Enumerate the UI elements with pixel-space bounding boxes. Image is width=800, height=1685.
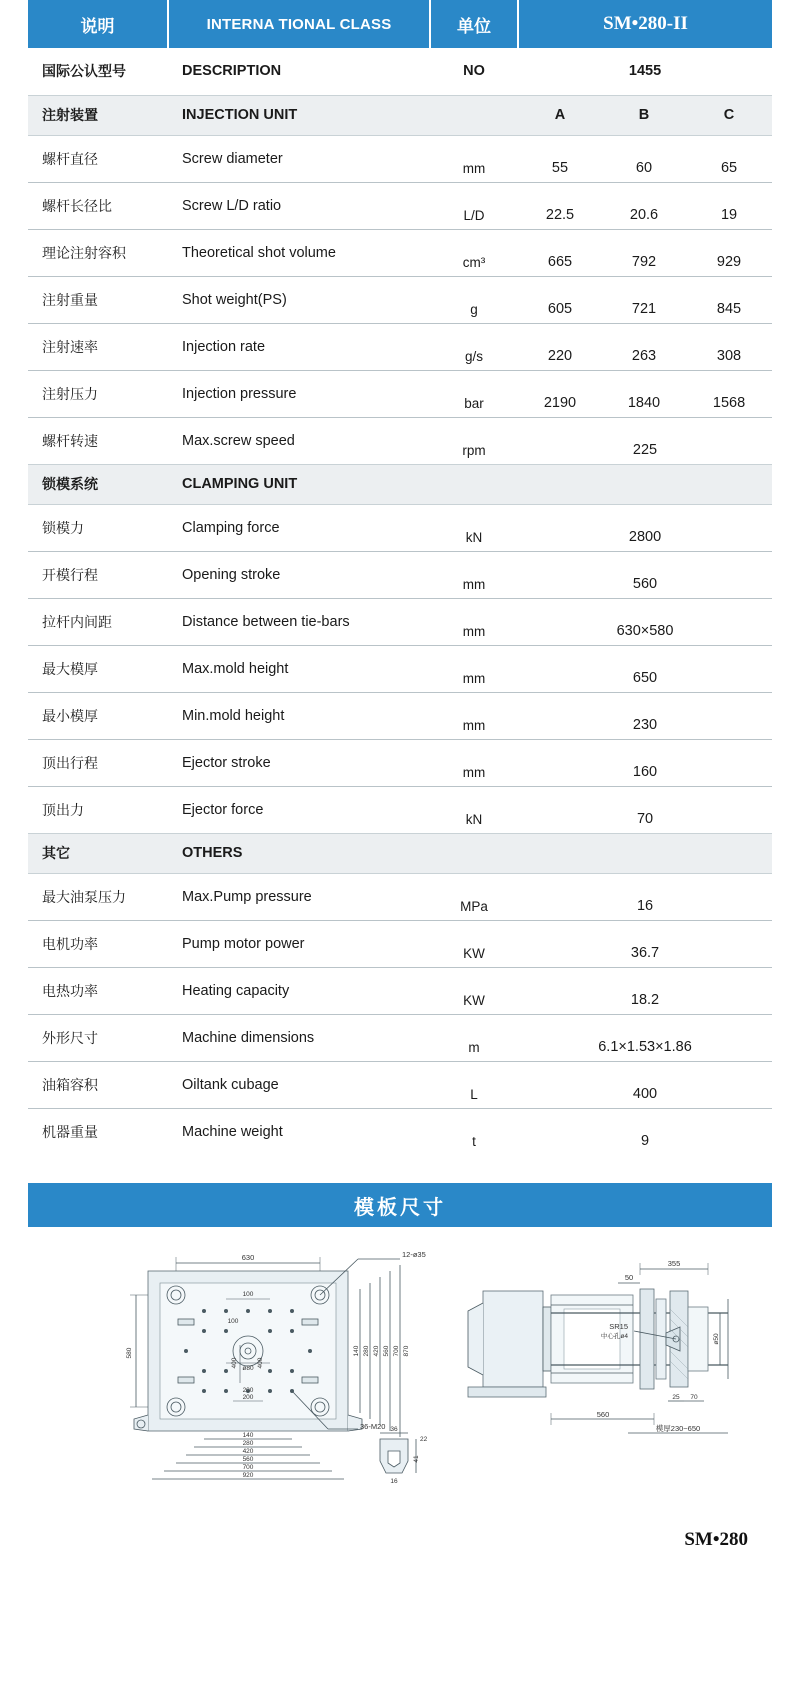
column-label-b: B — [602, 95, 686, 135]
table-row — [28, 692, 772, 739]
section-band-injection — [28, 95, 772, 135]
row-value-b: 60 — [602, 135, 686, 182]
dim-side-22: 22 — [420, 1436, 428, 1443]
table-row — [28, 504, 772, 551]
table-row — [28, 135, 772, 182]
row-value-merged: 70 — [636, 810, 654, 827]
row-value-c: 308 — [686, 323, 772, 370]
row-value-a: 2190 — [518, 370, 602, 417]
row-unit: KW — [430, 967, 518, 1014]
row-label-cn: 外形尺寸 — [28, 1014, 168, 1061]
subheader-cn: 国际公认型号 — [28, 48, 168, 95]
band-unit-blank — [430, 833, 518, 873]
row-label-cn: 电机功率 — [28, 920, 168, 967]
dim-stroke-560: 560 — [596, 1410, 610, 1419]
header-model: SM•280-II — [518, 0, 772, 48]
row-label-en: Machine dimensions — [168, 1014, 430, 1061]
column-label-a: A — [518, 95, 602, 135]
row-label-cn: 螺杆转速 — [42, 432, 98, 449]
dim-bottom-3: 420 — [242, 1448, 254, 1455]
row-label-en: Ejector force — [182, 801, 264, 818]
row-value-c: 929 — [686, 229, 772, 276]
header-en: INTERNA TIONAL CLASS — [168, 0, 430, 48]
row-label-cn: 开模行程 — [28, 551, 168, 598]
dim-right-3: 420 — [373, 1345, 380, 1357]
table-row — [28, 323, 772, 370]
band-unit-blank — [430, 464, 518, 504]
row-unit: m — [430, 1014, 518, 1061]
row-unit: kN — [430, 504, 518, 551]
dim-width-355: 355 — [667, 1259, 681, 1268]
mold-banner-label: 模板尺寸 — [354, 1196, 446, 1219]
table-row — [28, 1014, 772, 1061]
mold-drawing — [28, 1233, 772, 1553]
row-label-cn: 顶出行程 — [28, 739, 168, 786]
row-label-en: Max.mold height — [168, 645, 430, 692]
row-value-b: 1840 — [602, 370, 686, 417]
row-unit: mm — [430, 135, 518, 182]
row-label-cn: 拉杆内间距 — [28, 598, 168, 645]
dim-nozzle-note: 中心孔ø4 — [600, 1333, 628, 1340]
dim-nozzle: SR15 — [609, 1322, 628, 1331]
row-unit: mm — [430, 551, 518, 598]
dim-bottom-6: 920 — [242, 1472, 254, 1479]
row-unit: cm³ — [430, 229, 518, 276]
dim-side-16: 16 — [390, 1478, 398, 1485]
band-cn: 注射装置 — [28, 95, 168, 135]
dim-side-36: 36 — [390, 1426, 398, 1433]
row-value-a: 605 — [518, 276, 602, 323]
row-value-a: 22.5 — [518, 182, 602, 229]
row-unit: mm — [430, 692, 518, 739]
dim-bottom-1: 140 — [242, 1432, 254, 1439]
row-label-cn: 螺杆直径 — [28, 135, 168, 182]
row-label-en: Distance between tie-bars — [168, 598, 430, 645]
dim-bottom-4: 560 — [242, 1456, 254, 1463]
dim-bottom-5: 700 — [242, 1464, 254, 1471]
header-cn: 说明 — [28, 0, 168, 48]
dim-right-4: 560 — [383, 1345, 390, 1357]
row-label-en: Min.mold height — [168, 692, 430, 739]
dim-inner-d: 200 — [242, 1387, 254, 1394]
row-value-merged: 9 — [640, 1133, 650, 1149]
dim-inner-b: 400 — [231, 1357, 238, 1369]
row-label-cn: 注射压力 — [28, 370, 168, 417]
dim-inner-200: 200 — [242, 1394, 254, 1401]
row-label-cn: 最小模厚 — [28, 692, 168, 739]
row-label-en: Opening stroke — [168, 551, 430, 598]
row-unit: mm — [430, 598, 518, 645]
row-value-a: 220 — [518, 323, 602, 370]
row-value-b: 20.6 — [602, 182, 686, 229]
specification-table — [28, 0, 772, 1155]
row-value-b: 792 — [602, 229, 686, 276]
dim-center-bore: ø80 — [242, 1365, 254, 1372]
dim-inner-100: 100 — [242, 1291, 254, 1298]
row-unit: g/s — [430, 323, 518, 370]
table-row — [28, 920, 772, 967]
table-row — [28, 645, 772, 692]
row-unit: mm — [430, 739, 518, 786]
table-row — [28, 229, 772, 276]
row-label-cn: 最大模厚 — [28, 645, 168, 692]
row-label-en: Ejector stroke — [168, 739, 430, 786]
row-label-en: Max.Pump pressure — [168, 873, 430, 920]
row-value-merged: 6.1×1.53×1.86 — [518, 1014, 772, 1061]
table-body — [28, 0, 772, 1155]
row-label-cn: 注射重量 — [28, 276, 168, 323]
mold-dimensions-banner — [28, 1183, 772, 1227]
dim-bolt-note: 36-M20 — [360, 1422, 386, 1431]
band-en: CLAMPING UNIT — [168, 464, 430, 504]
table-row — [28, 1108, 772, 1155]
band-cn: 锁模系统 — [28, 464, 168, 504]
dim-side-41: 41 — [413, 1455, 420, 1463]
dim-right-1: 140 — [353, 1345, 360, 1357]
dim-width-50: 50 — [624, 1273, 634, 1282]
row-unit: KW — [430, 920, 518, 967]
row-value-c: 845 — [686, 276, 772, 323]
row-label-en: Oiltank cubage — [168, 1061, 430, 1108]
table-row — [28, 786, 772, 833]
table-row — [28, 739, 772, 786]
row-label-cn: 最大油泵压力 — [28, 873, 168, 920]
subheader-en: DESCRIPTION — [168, 48, 430, 95]
row-unit: mm — [430, 645, 518, 692]
dim-mold-range: 模厚230~650 — [655, 1424, 701, 1433]
dim-right-6: 870 — [403, 1345, 410, 1357]
dim-top-630: 630 — [241, 1253, 255, 1262]
row-label-en: Screw L/D ratio — [168, 182, 430, 229]
row-label-en: Max.screw speed — [182, 432, 295, 449]
band-unit-blank — [430, 95, 518, 135]
row-value-merged: 230 — [518, 692, 772, 739]
column-label-c: C — [686, 95, 772, 135]
row-label-en: Heating capacity — [168, 967, 430, 1014]
row-label-en: Machine weight — [182, 1123, 283, 1140]
drawing-model-caption: SM•280 — [684, 1529, 748, 1550]
dim-inner-a: 100 — [227, 1318, 239, 1325]
row-value-merged: 650 — [518, 645, 772, 692]
dim-right-5: 700 — [393, 1345, 400, 1357]
row-label-cn: 油箱容积 — [28, 1061, 168, 1108]
row-value-b: 263 — [602, 323, 686, 370]
band-cn: 其它 — [28, 833, 168, 873]
table-row — [28, 598, 772, 645]
row-value-merged: 18.2 — [518, 967, 772, 1014]
dim-right-2: 280 — [363, 1345, 370, 1357]
subheader-unit: NO — [430, 48, 518, 95]
table-row — [28, 873, 772, 920]
table-row — [28, 182, 772, 229]
row-value-c: 1568 — [686, 370, 772, 417]
row-unit: kN — [465, 811, 483, 827]
band-value-blank — [518, 464, 772, 504]
table-row — [28, 1061, 772, 1108]
band-en: INJECTION UNIT — [168, 95, 430, 135]
mold-drawing-svg — [28, 1233, 772, 1543]
row-label-en: Screw diameter — [168, 135, 430, 182]
table-row — [28, 417, 772, 464]
row-value-merged: 160 — [518, 739, 772, 786]
row-unit: g — [430, 276, 518, 323]
dim-side-70: 70 — [690, 1394, 698, 1401]
row-label-en: Shot weight(PS) — [168, 276, 430, 323]
table-row — [28, 370, 772, 417]
row-value-merged: 225 — [632, 441, 658, 458]
row-label-cn: 机器重量 — [42, 1123, 98, 1140]
row-value-c: 65 — [686, 135, 772, 182]
row-value-c: 19 — [686, 182, 772, 229]
row-unit: t — [472, 1134, 476, 1149]
row-unit: rpm — [462, 442, 486, 458]
row-label-en: Clamping force — [168, 504, 430, 551]
row-label-en: Injection rate — [168, 323, 430, 370]
section-band-others — [28, 833, 772, 873]
row-value-merged: 36.7 — [518, 920, 772, 967]
dim-left-580: 580 — [126, 1347, 133, 1359]
table-header-row — [28, 0, 772, 48]
row-unit: L/D — [430, 182, 518, 229]
section-band-clamping — [28, 464, 772, 504]
table-row — [28, 967, 772, 1014]
row-value-merged: 16 — [518, 873, 772, 920]
row-label-en: Injection pressure — [168, 370, 430, 417]
subheader-value: 1455 — [518, 48, 772, 95]
row-label-cn: 顶出力 — [42, 801, 84, 818]
row-value-merged: 560 — [518, 551, 772, 598]
row-unit: L — [430, 1061, 518, 1108]
row-label-en: Theoretical shot volume — [168, 229, 430, 276]
row-value-merged: 2800 — [518, 504, 772, 551]
row-value-merged: 630×580 — [518, 598, 772, 645]
row-value-a: 665 — [518, 229, 602, 276]
dim-inner-c: 400 — [257, 1357, 264, 1369]
row-label-cn: 注射速率 — [28, 323, 168, 370]
row-value-b: 721 — [602, 276, 686, 323]
row-label-cn: 电热功率 — [28, 967, 168, 1014]
row-unit: bar — [430, 370, 518, 417]
dim-side-o50: ø50 — [713, 1333, 720, 1345]
band-en: OTHERS — [168, 833, 430, 873]
dim-holes-note: 12-ø35 — [402, 1250, 426, 1259]
band-value-blank — [518, 833, 772, 873]
dim-bottom-2: 280 — [242, 1440, 254, 1447]
row-unit: MPa — [430, 873, 518, 920]
dim-side-25: 25 — [672, 1394, 680, 1401]
row-label-cn: 锁模力 — [28, 504, 168, 551]
row-value-merged: 400 — [518, 1061, 772, 1108]
row-label-en: Pump motor power — [168, 920, 430, 967]
header-unit: 单位 — [430, 0, 518, 48]
table-row — [28, 276, 772, 323]
table-subheader-row — [28, 48, 772, 95]
row-label-cn: 理论注射容积 — [28, 229, 168, 276]
row-label-cn: 螺杆长径比 — [28, 182, 168, 229]
row-value-a: 55 — [518, 135, 602, 182]
table-row — [28, 551, 772, 598]
